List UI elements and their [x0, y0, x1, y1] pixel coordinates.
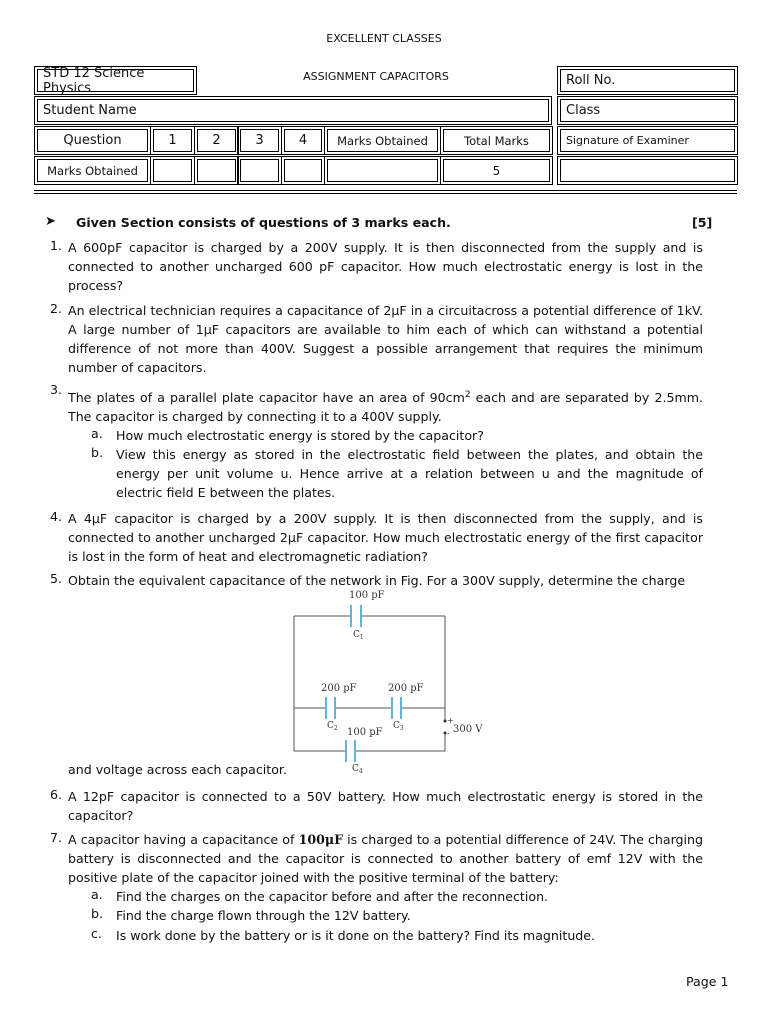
c1-value: 100 pF — [349, 590, 385, 601]
c4-label — [352, 764, 363, 775]
capacitor-network-diagram — [290, 585, 490, 780]
c4-letter: C — [352, 764, 359, 774]
c2-letter: C — [327, 721, 334, 731]
marks-cell-1[interactable] — [153, 159, 192, 182]
q-number-2 — [197, 129, 236, 152]
section-instruction: Given Section consists of questions of 3 marks each. — [76, 215, 451, 230]
marks-cell-4[interactable] — [284, 159, 322, 182]
question-text: An electrical technician requires a capacitance of 2μF in a circuitacross a potential difference of 1kV. A large number of 1μF capacitors are available to him each of which can withstand a potential difference of not more than 400V. Suggest a possible arrangement that requires the minimum number of capacitors. — [68, 303, 703, 375]
sub-question-text: Find the charge flown through the 12V battery. — [116, 908, 411, 923]
question-text-part: is charged to a potential difference of 24V. The charging battery is disconnected and the capacitor is connected to another battery of emf 12V with the positive plate of the capacitor joined with the positive terminal of the battery: — [68, 832, 703, 885]
minus-sign: - — [447, 729, 450, 738]
class-box[interactable] — [560, 99, 735, 122]
marks-obtained-row-label — [37, 159, 148, 182]
question-text: A 4μF capacitor is charged by a 200V supply. It is then disconnected from the supply, and is connected to another uncharged 2μF capacitor. How much electrostatic energy of the first capacitor is lost in the form of heat and electromagnetic radiation? — [68, 511, 703, 564]
q-number-1 — [153, 129, 192, 152]
sub-question-text: Find the charges on the capacitor before and after the reconnection. — [116, 889, 549, 904]
c2-label — [327, 721, 338, 732]
c1-subscript: 1 — [359, 634, 364, 641]
sub-question-text: View this energy as stored in the electrostatic field between the plates, and obtain the energy per unit volume u. Hence arrive at a relation between u and the magnitude of electric field E between the plates. — [116, 447, 703, 500]
question-number: 3. — [50, 382, 63, 397]
question-text — [68, 830, 703, 887]
question-text-part: each and are separated by 2.5mm. The capacitor is charged by connecting it to a 400V supply. — [68, 390, 704, 425]
sub-question-label: b. — [91, 445, 103, 460]
sub-question-text: Is work done by the battery or is it done on the battery? Find its magnitude. — [116, 928, 596, 943]
marks-obtained-row-text: Marks Obtained — [47, 163, 138, 178]
question-text — [68, 386, 703, 426]
c4-subscript: 4 — [358, 768, 363, 775]
c3-label — [393, 721, 404, 732]
q-number-label: 4 — [298, 133, 308, 148]
signature-cell[interactable] — [560, 159, 735, 182]
divider-line — [34, 190, 737, 191]
c1-letter: C — [353, 630, 360, 640]
capacitance-value: 100μF — [298, 832, 344, 847]
sub-question-label: a. — [91, 887, 103, 902]
marks-obtained-cell[interactable] — [327, 159, 438, 182]
institute-title: EXCELLENT CLASSES — [326, 32, 442, 45]
total-marks-header — [443, 129, 550, 152]
c4-value: 100 pF — [347, 727, 383, 738]
section-marks: [5] — [692, 215, 713, 230]
question-header — [37, 129, 148, 152]
c2-subscript: 2 — [333, 725, 338, 732]
q-number-label: 2 — [212, 133, 221, 148]
supply-voltage: 300 V — [453, 724, 483, 735]
question-number: 2. — [50, 301, 63, 316]
question-number: 7. — [50, 830, 63, 845]
question-number: 5. — [50, 571, 63, 586]
assignment-title: ASSIGNMENT CAPACITORS — [303, 70, 449, 83]
total-marks-cell — [443, 159, 550, 182]
question-header-label: Question — [63, 133, 122, 148]
sub-question-label: b. — [91, 906, 103, 921]
c1-label — [353, 630, 364, 641]
std-box — [37, 65, 194, 96]
std-label: STD 12 Science Physics — [43, 65, 145, 96]
question-number: 4. — [50, 509, 63, 524]
c3-value: 200 pF — [388, 683, 424, 694]
total-marks-header-label: Total Marks — [464, 133, 529, 148]
question-text-continued: and voltage across each capacitor. — [68, 762, 287, 777]
marks-cell-2[interactable] — [197, 159, 236, 182]
question-text: A 12pF capacitor is connected to a 50V battery. How much electrostatic energy is stored in the capacitor? — [68, 789, 703, 823]
class-label: Class — [566, 103, 601, 118]
c3-subscript: 3 — [399, 725, 404, 732]
question-number: 6. — [50, 787, 63, 802]
c3-letter: C — [393, 721, 400, 731]
marks-obtained-header — [327, 129, 438, 152]
divider-line — [34, 193, 737, 194]
sub-question-label: c. — [91, 926, 102, 941]
superscript: 2 — [464, 390, 471, 400]
roll-label: Roll No. — [566, 73, 616, 88]
roll-box[interactable] — [560, 69, 735, 92]
c2-value: 200 pF — [321, 683, 357, 694]
q-number-4 — [284, 129, 322, 152]
section-bullet-icon: ➤ — [45, 214, 56, 229]
plus-sign: + — [447, 716, 454, 725]
question-text: A 600pF capacitor is charged by a 200V supply. It is then disconnected from the supply and is connected to another uncharged 600 pF capacitor. How much electrostatic energy is lost in the process? — [68, 240, 703, 293]
sub-question-text: How much electrostatic energy is stored by the capacitor? — [116, 428, 484, 443]
question-text-part: A capacitor having a capacitance of — [68, 832, 299, 847]
q-number-label: 1 — [168, 133, 177, 148]
signature-label: Signature of Examiner — [566, 134, 689, 147]
signature-header — [560, 129, 735, 152]
question-text-part: The plates of a parallel plate capacitor have an area of 90cm — [68, 390, 465, 406]
sub-question-label: a. — [91, 426, 103, 441]
question-text: Obtain the equivalent capacitance of the network in Fig. For a 300V supply, determine the charge — [68, 573, 686, 588]
marks-cell-3[interactable] — [240, 159, 279, 182]
q-number-3 — [240, 129, 279, 152]
student-name-box[interactable] — [37, 99, 549, 122]
question-number: 1. — [50, 238, 63, 253]
q-number-label: 3 — [255, 133, 264, 148]
student-name-label: Student Name — [43, 103, 137, 118]
page-number: Page 1 — [686, 974, 729, 989]
total-marks-value: 5 — [492, 163, 501, 178]
marks-obtained-header-label: Marks Obtained — [337, 133, 428, 148]
